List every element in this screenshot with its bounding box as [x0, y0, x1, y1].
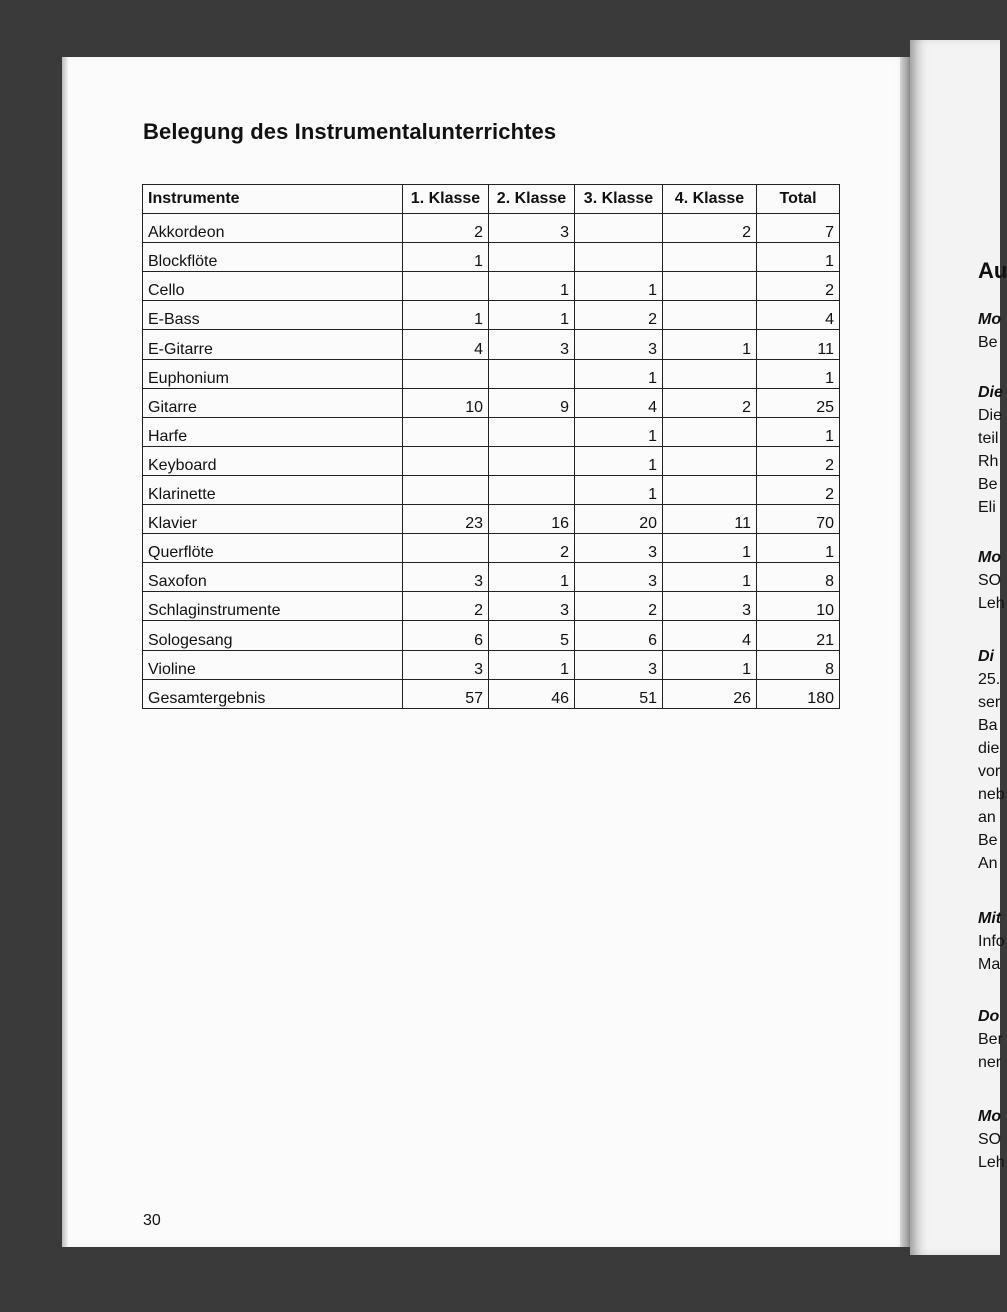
total-cell: 2 — [757, 475, 840, 504]
instrument-name: E-Gitarre — [143, 330, 403, 359]
table-row — [143, 563, 840, 592]
count-cell — [663, 417, 757, 446]
total-cell: 180 — [757, 679, 840, 708]
total-cell: 8 — [757, 650, 840, 679]
count-cell — [489, 243, 575, 272]
right-page-line: Ma — [978, 956, 1001, 973]
count-cell: 6 — [575, 621, 663, 650]
instrument-name: Gitarre — [143, 388, 403, 417]
right-page-line: Be — [978, 476, 998, 493]
right-page-line: Leh — [978, 1154, 1005, 1171]
count-cell: 4 — [575, 388, 663, 417]
count-cell: 1 — [663, 650, 757, 679]
table-row — [143, 388, 840, 417]
count-cell — [489, 417, 575, 446]
total-cell: 1 — [757, 359, 840, 388]
table-row — [143, 621, 840, 650]
count-cell: 1 — [575, 359, 663, 388]
count-cell — [489, 359, 575, 388]
count-cell: 16 — [489, 505, 575, 534]
right-page-line: Di — [978, 648, 994, 665]
total-cell: 1 — [757, 243, 840, 272]
count-cell: 5 — [489, 621, 575, 650]
count-cell: 3 — [663, 592, 757, 621]
right-page-line: Die — [978, 384, 1003, 401]
total-cell: 70 — [757, 505, 840, 534]
right-page-line: neb — [978, 786, 1005, 803]
instrument-name: Querflöte — [143, 534, 403, 563]
table-row — [143, 417, 840, 446]
right-page-line: teil — [978, 430, 999, 447]
count-cell: 3 — [575, 330, 663, 359]
count-cell: 6 — [403, 621, 489, 650]
table-row — [143, 330, 840, 359]
instrument-name: Saxofon — [143, 563, 403, 592]
right-page-line: Eli — [978, 499, 996, 516]
table-row — [143, 592, 840, 621]
total-cell: 25 — [757, 388, 840, 417]
count-cell: 1 — [489, 272, 575, 301]
count-cell: 1 — [575, 417, 663, 446]
table-header-row — [143, 185, 840, 214]
instrument-name: Keyboard — [143, 446, 403, 475]
total-cell: 1 — [757, 417, 840, 446]
count-cell: 9 — [489, 388, 575, 417]
instrument-name: Harfe — [143, 417, 403, 446]
count-cell — [663, 301, 757, 330]
total-cell: 1 — [757, 534, 840, 563]
count-cell: 2 — [403, 592, 489, 621]
count-cell — [663, 446, 757, 475]
total-cell: 2 — [757, 272, 840, 301]
right-page-line: 25. — [978, 671, 1001, 688]
count-cell — [489, 475, 575, 504]
table-body — [143, 214, 840, 709]
right-page-line: SO — [978, 1131, 1002, 1148]
count-cell: 46 — [489, 679, 575, 708]
right-page-heading: Au — [978, 258, 1007, 283]
right-page-line: an — [978, 809, 996, 826]
right-page-line: ner — [978, 1054, 1002, 1071]
right-page-line: Be — [978, 334, 998, 351]
count-cell: 26 — [663, 679, 757, 708]
count-cell: 3 — [575, 534, 663, 563]
count-cell — [663, 272, 757, 301]
right-page-line: Mo — [978, 1108, 1002, 1125]
right-page-line: Mo — [978, 311, 1002, 328]
right-page-line: ser — [978, 694, 1001, 711]
instrument-name: Violine — [143, 650, 403, 679]
count-cell — [575, 214, 663, 243]
count-cell: 1 — [403, 301, 489, 330]
count-cell: 3 — [489, 330, 575, 359]
count-cell: 3 — [403, 563, 489, 592]
total-cell: 4 — [757, 301, 840, 330]
right-page-line: Ba — [978, 717, 998, 734]
count-cell: 2 — [575, 592, 663, 621]
right-page-line: Ber — [978, 1031, 1003, 1048]
count-cell: 3 — [575, 563, 663, 592]
column-header: 3. Klasse — [575, 185, 663, 214]
count-cell: 1 — [403, 243, 489, 272]
page-edge — [62, 57, 68, 1247]
count-cell: 1 — [489, 301, 575, 330]
page-title: Belegung des Instrumentalunterrichtes — [143, 119, 557, 144]
column-header-instrument: Instrumente — [143, 185, 403, 214]
total-cell: 7 — [757, 214, 840, 243]
count-cell — [663, 243, 757, 272]
column-header: Total — [757, 185, 840, 214]
table-row — [143, 272, 840, 301]
right-page-line: Mo — [978, 549, 1002, 566]
count-cell — [403, 446, 489, 475]
total-cell: 11 — [757, 330, 840, 359]
instrument-table — [142, 184, 840, 709]
count-cell: 3 — [489, 214, 575, 243]
instrument-name: Cello — [143, 272, 403, 301]
column-header: 4. Klasse — [663, 185, 757, 214]
count-cell: 20 — [575, 505, 663, 534]
instrument-name: E-Bass — [143, 301, 403, 330]
instrument-name: Schlaginstrumente — [143, 592, 403, 621]
total-row — [143, 679, 840, 708]
count-cell: 4 — [403, 330, 489, 359]
count-cell: 2 — [403, 214, 489, 243]
total-cell: 21 — [757, 621, 840, 650]
instrument-name: Blockflöte — [143, 243, 403, 272]
count-cell: 1 — [575, 446, 663, 475]
table-row — [143, 446, 840, 475]
count-cell — [663, 359, 757, 388]
count-cell: 1 — [663, 330, 757, 359]
table-row — [143, 301, 840, 330]
count-cell: 1 — [663, 563, 757, 592]
count-cell: 3 — [489, 592, 575, 621]
count-cell: 23 — [403, 505, 489, 534]
right-page-line: Info — [978, 933, 1005, 950]
count-cell: 10 — [403, 388, 489, 417]
instrument-name: Klarinette — [143, 475, 403, 504]
right-page-line: Do — [978, 1008, 1000, 1025]
count-cell: 11 — [663, 505, 757, 534]
count-cell: 2 — [489, 534, 575, 563]
count-cell: 2 — [663, 388, 757, 417]
table-row — [143, 359, 840, 388]
count-cell — [403, 417, 489, 446]
table-row — [143, 214, 840, 243]
count-cell: 3 — [403, 650, 489, 679]
count-cell: 4 — [663, 621, 757, 650]
count-cell: 1 — [489, 563, 575, 592]
count-cell: 3 — [575, 650, 663, 679]
right-page-line: Rh — [978, 453, 999, 470]
table-row — [143, 650, 840, 679]
right-page-line: An — [978, 855, 998, 872]
table-row — [143, 243, 840, 272]
column-header: 2. Klasse — [489, 185, 575, 214]
count-cell: 2 — [575, 301, 663, 330]
column-header: 1. Klasse — [403, 185, 489, 214]
instrument-name: Klavier — [143, 505, 403, 534]
count-cell — [575, 243, 663, 272]
table-row — [143, 475, 840, 504]
count-cell — [403, 359, 489, 388]
count-cell: 1 — [575, 475, 663, 504]
right-page-line: SO — [978, 572, 1002, 589]
right-page-line: Mit — [978, 910, 1002, 927]
count-cell: 1 — [489, 650, 575, 679]
total-cell: 8 — [757, 563, 840, 592]
count-cell — [403, 475, 489, 504]
instrument-name: Euphonium — [143, 359, 403, 388]
total-cell: 2 — [757, 446, 840, 475]
count-cell — [403, 534, 489, 563]
instrument-name: Akkordeon — [143, 214, 403, 243]
count-cell — [403, 272, 489, 301]
instrument-name: Gesamtergebnis — [143, 679, 403, 708]
table-row — [143, 534, 840, 563]
count-cell: 57 — [403, 679, 489, 708]
right-page-line: Leh — [978, 595, 1005, 612]
count-cell: 2 — [663, 214, 757, 243]
count-cell: 1 — [575, 272, 663, 301]
table-row — [143, 505, 840, 534]
instrument-name: Sologesang — [143, 621, 403, 650]
count-cell: 1 — [663, 534, 757, 563]
total-cell: 10 — [757, 592, 840, 621]
page-number: 30 — [143, 1212, 161, 1229]
right-page-line: Be — [978, 832, 998, 849]
right-page-line: Die — [978, 407, 1003, 424]
right-page-line: vor — [978, 763, 1001, 780]
count-cell: 51 — [575, 679, 663, 708]
count-cell — [489, 446, 575, 475]
right-page-line: die — [978, 740, 1000, 757]
count-cell — [663, 475, 757, 504]
